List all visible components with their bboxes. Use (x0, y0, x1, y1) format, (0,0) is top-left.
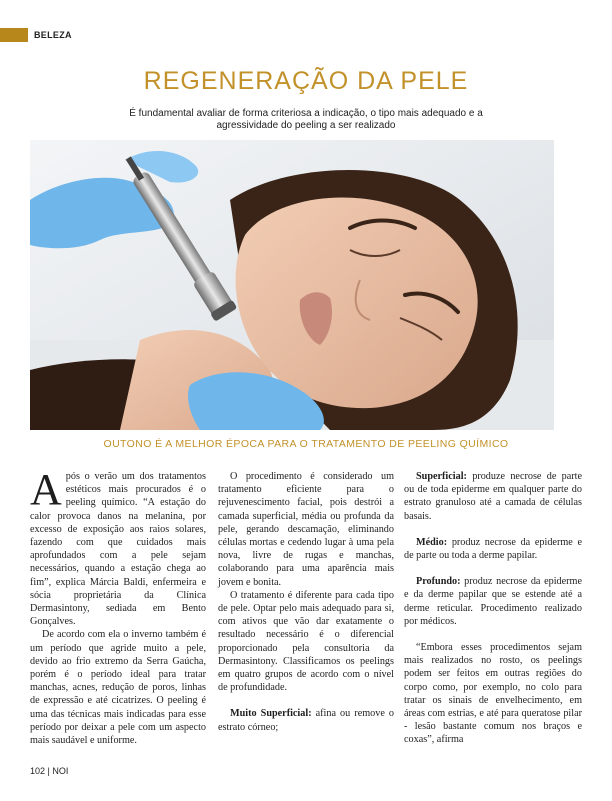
paragraph: Muito Superficial: afina ou remove o estrato córneo; (218, 708, 394, 733)
paragraph: Superficial: produze necrose de parte ou de toda epiderme em qualquer parte do estrato granuloso até a camada de células basais. (404, 471, 582, 522)
paragraph: Após o verão um dos tratamentos estéticos mais procurados é o peeling químico. “A estação do calor provoca danos na melanina, por excesso de exposição aos raios solares, fazendo com que cuidados mais aprofundados com a pele sejam necessários, quando a estação chega ao fim”, explica Márcia Baldi, enfermeira e sócia proprietária da Clínica Dermasintony, sediada em Bento Gonçalves. (30, 465, 206, 628)
article-column-2 (218, 470, 394, 734)
paragraph: Profundo: produz necrose da epiderme e da derme papilar que se estende até a derme reticular. Procedimento realizado por médicos. (404, 576, 582, 627)
page-footer: 102 | NOI (30, 766, 69, 776)
paragraph: “Embora esses procedimentos sejam mais realizados no rosto, os peelings podem ser feitos em outras regiões do corpo como, por exemplo, no colo para tratar os sinais de envelhecimento, em áreas com estrias, e até para queratose pilar - lesão bastante comum nos braços e coxas”, afirma (404, 642, 582, 746)
article-title: REGENERAÇÃO DA PELE (143, 67, 469, 95)
paragraph: Médio: produz necrose da epiderme e de parte ou toda a derme papilar. (404, 536, 582, 562)
section-accent-bar (0, 28, 28, 42)
section-tag (0, 28, 72, 42)
article-subtitle: É fundamental avaliar de forma criteriosa a indicação, o tipo mais adequado e a agressividade do peeling a ser realizado (129, 108, 483, 131)
paragraph: De acordo com ela o inverno também é um período que agride muito a pele, devido ao frio extremo da Serra Gaúcha, porém é o período ideal para tratar manchas, acnes, redução de poros, linhas de expressão e até cicatrizes. O peeling é uma das técnicas mais indicadas para esse período por deixar a pele com um aspecto mais saudável e uniforme. (30, 629, 206, 747)
drop-cap: A (30, 465, 62, 514)
photo-caption: OUTONO É A MELHOR ÉPOCA PARA O TRATAMENTO DE PEELING QUÍMICO (103, 438, 509, 450)
skin-treatment-photo (30, 140, 554, 430)
paragraph: O procedimento é considerado um tratamento eficiente para o rejuvenescimento facial, pois destrói a camada superficial, média ou profunda da pele, gerando descamação, eliminando células mortas e cedendo lugar à uma pela nova, livre de rugas e manchas, colaborando para uma aparência mais jovem e bonita. (218, 471, 394, 588)
article-column-3 (404, 470, 582, 747)
article-column-1 (30, 465, 206, 747)
paragraph: O tratamento é diferente para cada tipo de pele. Optar pelo mais adequado para si, com ativos que vão dar exatamente o resultado necessário é o diferencial proporcionado pela consultoria da Dermasintony. Classificamos os peelings em quatro grupos de acordo com o nível de profundidade. (218, 589, 394, 694)
section-label: BELEZA (34, 30, 72, 40)
